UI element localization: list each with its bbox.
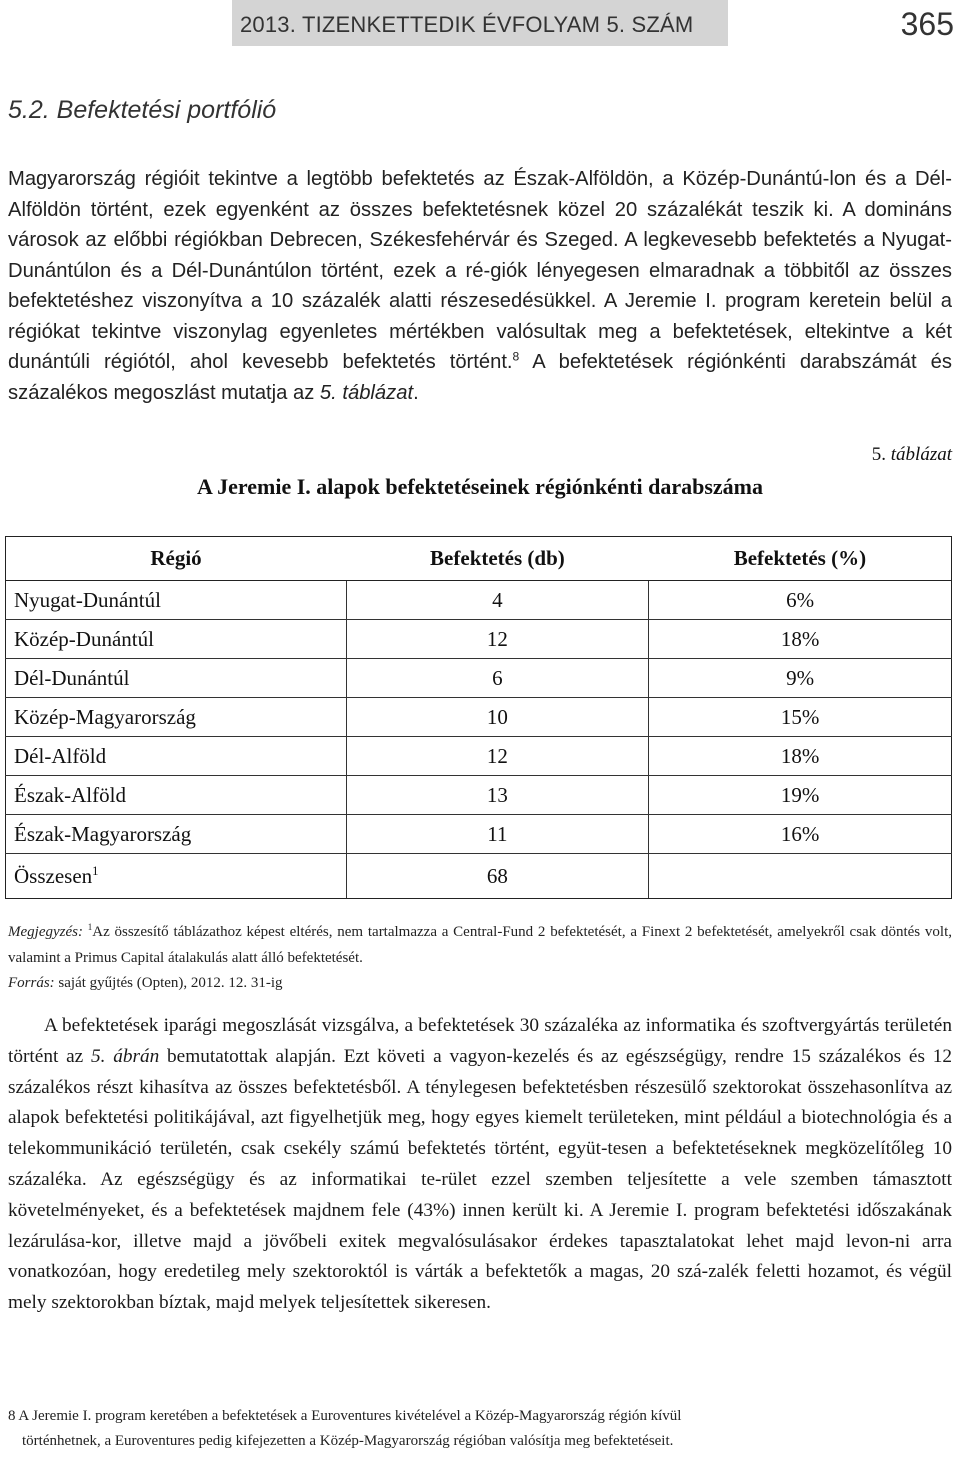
table-row bbox=[6, 698, 952, 737]
figure-reference: 5. ábrán bbox=[90, 1045, 160, 1067]
journal-banner bbox=[232, 0, 728, 46]
header-percent: Befektetés (%) bbox=[649, 537, 952, 581]
footnote-line-2: történhetnek, a Euroventures pedig kifejezetten a Közép-Magyarország régióban valósítja meg befektetéseit. bbox=[22, 1433, 674, 1449]
cell-total-count: 68 bbox=[346, 854, 649, 899]
section-title: 5.2. Befektetési portfólió bbox=[8, 96, 277, 124]
paragraph2-text-a: A befektetések iparági megoszlását vizsgálva, a befektetések 30 százaléka az informatika és szoftvergyártás területén történt az bbox=[8, 1015, 952, 1067]
cell-count: 11 bbox=[346, 815, 649, 854]
table-title: A Jeremie I. alapok befektetéseinek régiónkénti darabszáma bbox=[196, 474, 764, 499]
cell-percent: 18% bbox=[649, 620, 952, 659]
cell-region: Dél-Dunántúl bbox=[6, 659, 347, 698]
table-row bbox=[6, 815, 952, 854]
cell-percent: 19% bbox=[649, 776, 952, 815]
table-row bbox=[6, 776, 952, 815]
page-number: 365 bbox=[900, 6, 954, 42]
cell-count: 12 bbox=[346, 620, 649, 659]
table-header-row bbox=[6, 537, 952, 581]
region-investment-table bbox=[5, 536, 952, 899]
cell-count: 12 bbox=[346, 737, 649, 776]
source-label: Forrás: bbox=[8, 975, 55, 991]
table-total-row bbox=[6, 854, 952, 899]
table-row bbox=[6, 620, 952, 659]
cell-count: 13 bbox=[346, 776, 649, 815]
cell-region: Közép-Magyarország bbox=[6, 698, 347, 737]
footnote-line-1: 8 A Jeremie I. program keretében a befektetések a Euroventures kivételével a Közép-Magyarország régión kívül bbox=[8, 1408, 682, 1424]
table-row bbox=[6, 737, 952, 776]
table-row bbox=[6, 659, 952, 698]
cell-percent: 15% bbox=[649, 698, 952, 737]
cell-region: Közép-Dunántúl bbox=[6, 620, 347, 659]
table-reference: 5. táblázat bbox=[319, 381, 414, 404]
paragraph1-text-2: A befektetések régiónkénti darabszámát és százalékos megoszlást mutatja az bbox=[8, 351, 952, 404]
cell-percent: 18% bbox=[649, 737, 952, 776]
cell-count: 10 bbox=[346, 698, 649, 737]
cell-region: Észak-Magyarország bbox=[6, 815, 347, 854]
paragraph1-text: Magyarország régióit tekintve a legtöbb befektetés az Észak-Alföldön, a Közép-Dunántú-lon és a Dél-Alföldön történt, ezek egyenként az összes befektetésnek közel 20 százalékát teszik ki. A domináns városok az előbbi régiókban Debrecen, Székesfehérvár és Szeged. A legkevesebb befektetés a Nyugat-Dunántúlon és a Dél-Dunántúlon történt, ezek a ré-giók lényegesen elmaradnak a többitől az összes befektetéshez viszonyítva a 10 százalék alatti részesedésükkel. A Jeremie I. program keretein belül a régiókat tekintve viszonylag egyenletes mértékben valósultak meg a befektetések, eltekintve a két dunántúli régiótól, ahol kevesebb befektetés történt. bbox=[8, 168, 952, 373]
body-paragraph-2 bbox=[8, 1011, 952, 1319]
note-label: Megjegyzés: bbox=[8, 924, 83, 940]
cell-total-percent bbox=[649, 854, 952, 899]
cell-total-label bbox=[6, 854, 347, 899]
cell-region: Nyugat-Dunántúl bbox=[6, 581, 347, 620]
table-label-word: táblázat bbox=[890, 444, 952, 465]
page-header bbox=[232, 0, 960, 46]
header-count: Befektetés (db) bbox=[346, 537, 649, 581]
table-notes bbox=[8, 920, 952, 997]
header-region: Régió bbox=[6, 537, 347, 581]
cell-region: Dél-Alföld bbox=[6, 737, 347, 776]
paragraph2-text-b: bemutatottak alapján. Ezt követi a vagyon-kezelés és az egészségügy, rendre 15 százalékos és 12 százalékos részt kihasítva az összes befektetésből. A ténylegesen befektetésben részesülő szektorokat összehasonlítva az alapok befektetési politikájával, azt figyelhetjük meg, hogy egyes kiemelt területeken, mint például a biotechnológia és a telekommunikáció területén, csak csekély számú befektetés történt, együt-tesen a befektetéseknek megközelítőleg 10 százaléka. Az egészségügy és az informatikai te-rület ezzel szemben teljesítette a vele szemben támasztott követelményeket, és a befektetések majdnem fele (43%) innen került ki. A Jeremie I. program befektetési időszakának lezárulása-kor, illetve majd a jövőbeli exitek megvalósulásakor érdekes tapasztalatokat lehet majd levon-ni arra vonatkozóan, hogy eredetileg mely szektoroktól is várták a befektetők a magas, 20 szá-zalék feletti hozamot, és végül mely szektorokban bíztak, majd melyek teljesítettek sikeresen. bbox=[8, 1045, 952, 1314]
source-text: saját gyűjtés (Opten), 2012. 12. 31-ig bbox=[58, 975, 283, 991]
cell-count: 6 bbox=[346, 659, 649, 698]
total-label: Összesen bbox=[14, 863, 93, 888]
cell-percent: 16% bbox=[649, 815, 952, 854]
footnote-ref: 8 bbox=[512, 349, 520, 364]
cell-percent: 9% bbox=[649, 659, 952, 698]
paragraph1-end: . bbox=[413, 381, 419, 404]
body-paragraph-1 bbox=[8, 164, 952, 408]
table-row bbox=[6, 581, 952, 620]
table-label-number: 5. bbox=[871, 444, 887, 465]
note-sup: 1 bbox=[87, 922, 93, 932]
note-text: Az összesítő táblázathoz képest eltérés, nem tartalmazza a Central-Fund 2 befektetését, a Finext 2 befektetését, amelyekről csak döntés volt, valamint a Primus Capital átalakulás alatt álló befektetését. bbox=[8, 924, 952, 966]
cell-percent: 6% bbox=[649, 581, 952, 620]
table-label bbox=[872, 444, 952, 466]
cell-count: 4 bbox=[346, 581, 649, 620]
total-note-ref: 1 bbox=[92, 863, 99, 878]
journal-issue: 2013. TIZENKETTEDIK ÉVFOLYAM 5. SZÁM bbox=[240, 12, 694, 37]
page-footnote bbox=[8, 1404, 952, 1454]
cell-region: Észak-Alföld bbox=[6, 776, 347, 815]
